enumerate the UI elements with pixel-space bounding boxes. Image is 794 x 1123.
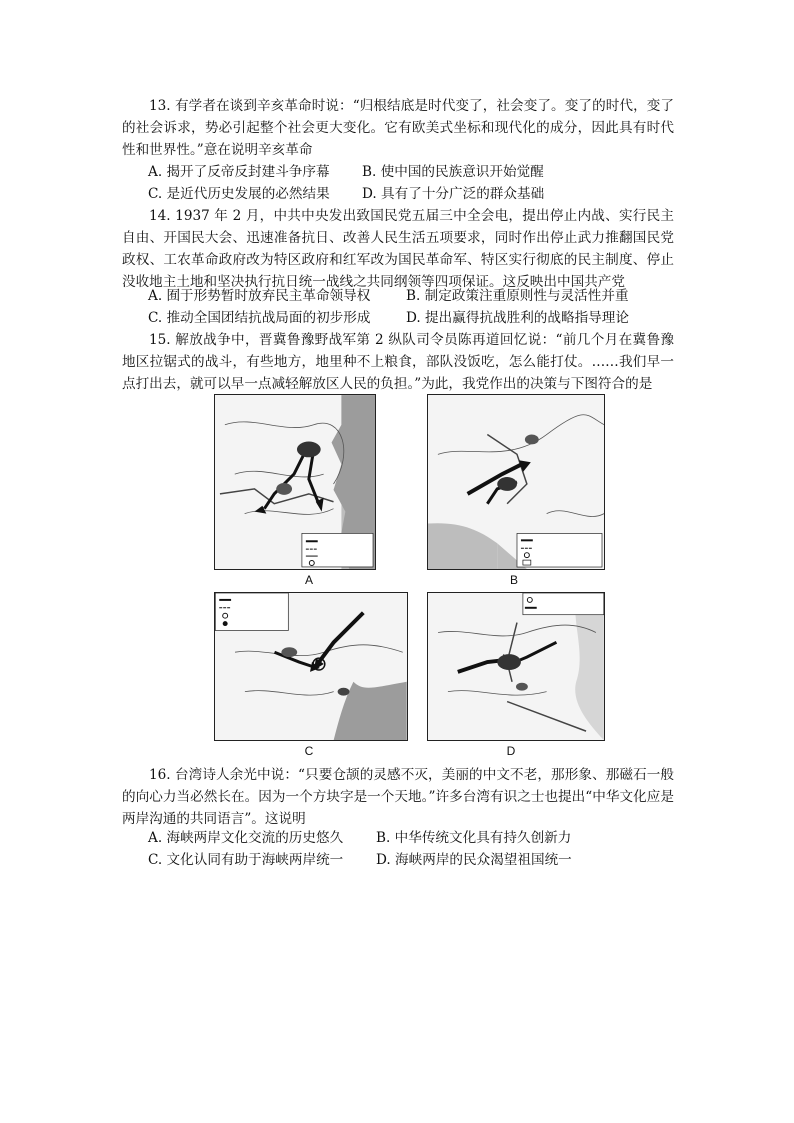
q16-option-b[interactable]: B. 中华传统文化具有持久创新力: [376, 830, 572, 846]
q15-stem: 15. 解放战争中，晋冀鲁豫野战军第 2 纵队司令员陈再道回忆说：“前几个月在冀鲁豫地区拉锯式的战斗，有些地方，地里种不上粮食，部队没饭吃，怎么能打仗。……我们早一点打出去，就可以早一点减轻解放区人民的负担。”为此，我党作出的决策与下图符合的是: [122, 332, 674, 392]
q14-option-d[interactable]: D. 提出赢得抗战胜利的战略指导理论: [406, 310, 629, 326]
q14-option-a[interactable]: A. 囿于形势暂时放弃民主革命领导权: [148, 288, 371, 304]
q14-stem: 14. 1937 年 2 月，中共中央发出致国民党五届三中全会电，提出停止内战、实行民主自由、开国民大会、迅速准备抗日、改善人民生活五项要求，同时作出停止武力推翻国民党政权、工农革命政府改为特区政府和红军改为国民革命军、特区实行彻底的民主制度、停止没收地主土地和坚决执行抗日统一战线之共同纲领等四项保证。这反映出中国共产党: [122, 208, 674, 290]
map-b: [427, 394, 605, 570]
q14-options-row1: [148, 285, 629, 307]
map-c-caption: C: [304, 744, 314, 758]
map-c-figure: [215, 593, 407, 740]
q13-option-b[interactable]: B. 使中国的民族意识开始觉醒: [362, 164, 544, 180]
q13-option-c[interactable]: C. 是近代历史发展的必然结果: [148, 186, 330, 202]
map-d-figure: [428, 593, 604, 740]
q16-option-a[interactable]: A. 海峡两岸文化交流的历史悠久: [148, 830, 344, 846]
q13-options-row1: [148, 161, 544, 183]
q16-option-d[interactable]: D. 海峡两岸的民众渴望祖国统一: [376, 852, 572, 868]
q13-option-d[interactable]: D. 具有了十分广泛的群众基础: [362, 186, 545, 202]
map-c: [214, 592, 408, 741]
q16-option-c[interactable]: C. 文化认同有助于海峡两岸统一: [148, 852, 344, 868]
q14-option-b[interactable]: B. 制定政策注重原则性与灵活性并重: [406, 288, 629, 304]
map-a-figure: [215, 395, 375, 569]
q16-stem: 16. 台湾诗人余光中说：“只要仓颉的灵感不灭，美丽的中文不老，那形象、那磁石一般的向心力当必然长在。因为一个方块字是一个天地。”许多台湾有识之士也提出“中华文化应是两岸沟通的共同语言”。这说明: [122, 767, 674, 827]
q16-options-row1: [148, 827, 571, 849]
q14-options-row2: [148, 307, 629, 329]
q16-options-row2: [148, 849, 572, 871]
q13-stem: 13. 有学者在谈到辛亥革命时说：“归根结底是时代变了，社会变了。变了的时代，变了的社会诉求，势必引起整个社会更大变化。它有欧美式坐标和现代化的成分，因此具有时代性和世界性。”意在说明辛亥革命: [122, 98, 674, 158]
q14-option-c[interactable]: C. 推动全国团结抗战局面的初步形成: [148, 310, 371, 326]
q13-option-a[interactable]: A. 揭开了反帝反封建斗争序幕: [148, 164, 330, 180]
map-d-caption: D: [506, 744, 516, 758]
map-a-caption: A: [304, 573, 313, 587]
map-b-figure: [428, 395, 604, 569]
map-b-caption: B: [509, 573, 518, 587]
q13-options-row2: [148, 183, 544, 205]
map-d: [427, 592, 605, 741]
map-a: [214, 394, 376, 570]
